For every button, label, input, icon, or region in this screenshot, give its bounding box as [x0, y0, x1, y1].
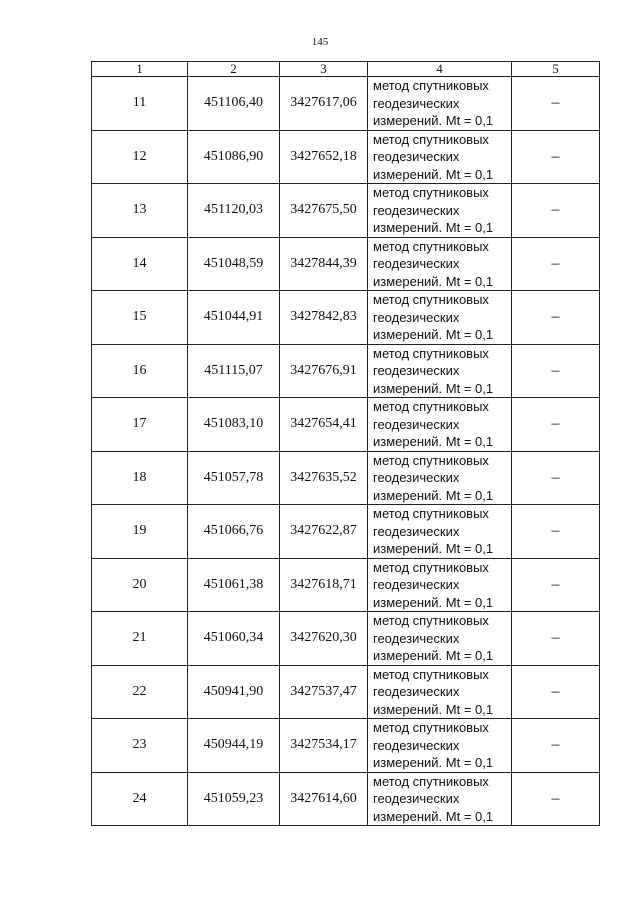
coordinate-y-cell: 3427652,18 [280, 130, 368, 184]
header-col-3: 3 [280, 62, 368, 77]
method-cell [368, 291, 512, 345]
method-line: измерений. Mt = 0,1 [373, 113, 494, 128]
table-row [92, 77, 600, 131]
method-line: метод спутниковых [373, 452, 489, 468]
table-row [92, 505, 600, 559]
coordinate-x-cell: 451061,38 [188, 558, 280, 612]
point-number-cell: 18 [92, 451, 188, 505]
method-line: геодезических [373, 202, 460, 218]
coordinate-y-cell: 3427617,06 [280, 77, 368, 131]
table-row [92, 772, 600, 826]
method-cell [368, 505, 512, 559]
method-line: измерений. Mt = 0,1 [373, 808, 494, 824]
coordinate-y-cell: 3427537,47 [280, 665, 368, 719]
coordinate-x-cell: 451044,91 [188, 291, 280, 345]
method-cell [368, 344, 512, 398]
table-row [92, 130, 600, 184]
coordinate-y-cell: 3427614,60 [280, 772, 368, 826]
coordinate-x-cell: 451086,90 [188, 130, 280, 184]
method-line: геодезических [373, 791, 460, 806]
method-cell [368, 237, 512, 291]
point-number-cell: 22 [92, 665, 188, 719]
note-cell: – [512, 612, 600, 666]
point-number-cell: 23 [92, 719, 188, 773]
table-body [92, 77, 600, 826]
method-cell [368, 130, 512, 184]
note-cell: – [512, 398, 600, 452]
method-cell [368, 451, 512, 505]
method-cell [368, 719, 512, 773]
coordinate-y-cell: 3427620,30 [280, 612, 368, 666]
method-line: метод спутниковых [373, 238, 489, 254]
header-row [92, 62, 600, 77]
method-line: измерений. Mt = 0,1 [373, 220, 494, 235]
method-line: геодезических [373, 630, 460, 646]
method-line: метод спутниковых [373, 559, 489, 575]
note-cell: – [512, 772, 600, 826]
method-line: измерений. Mt = 0,1 [373, 541, 494, 556]
point-number-cell: 19 [92, 505, 188, 559]
method-line: геодезических [373, 416, 460, 432]
note-cell: – [512, 665, 600, 719]
note-cell: – [512, 344, 600, 398]
table-header [92, 62, 600, 77]
method-line: метод спутниковых [373, 78, 489, 93]
point-number-cell: 11 [92, 77, 188, 131]
method-line: геодезических [373, 470, 460, 485]
method-line: геодезических [373, 309, 460, 325]
method-line: измерений. Mt = 0,1 [373, 434, 494, 449]
method-line: измерений. Mt = 0,1 [373, 380, 494, 396]
note-cell: – [512, 291, 600, 345]
table-row [92, 184, 600, 238]
page-number: 145 [311, 36, 329, 48]
point-number-cell: 21 [92, 612, 188, 666]
method-cell [368, 665, 512, 719]
table-row [92, 291, 600, 345]
coordinate-y-cell: 3427534,17 [280, 719, 368, 773]
method-line: метод спутниковых [373, 666, 489, 682]
coordinate-x-cell: 450941,90 [188, 665, 280, 719]
point-number-cell: 16 [92, 344, 188, 398]
method-line: геодезических [373, 95, 460, 111]
table-row [92, 612, 600, 666]
method-line: измерений. Mt = 0,1 [373, 273, 494, 289]
method-line: геодезических [373, 363, 460, 378]
method-line: метод спутниковых [373, 613, 489, 628]
method-line: измерений. Mt = 0,1 [373, 594, 494, 610]
coordinate-y-cell: 3427654,41 [280, 398, 368, 452]
method-line: геодезических [373, 149, 460, 164]
coordinate-x-cell: 451066,76 [188, 505, 280, 559]
coordinate-y-cell: 3427622,87 [280, 505, 368, 559]
coordinate-x-cell: 451120,03 [188, 184, 280, 238]
note-cell: – [512, 558, 600, 612]
coordinate-y-cell: 3427635,52 [280, 451, 368, 505]
header-col-2: 2 [188, 62, 280, 77]
method-line: метод спутниковых [373, 345, 489, 361]
point-number-cell: 17 [92, 398, 188, 452]
table-row [92, 665, 600, 719]
point-number-cell: 14 [92, 237, 188, 291]
point-number-cell: 13 [92, 184, 188, 238]
table-row [92, 451, 600, 505]
method-line: метод спутниковых [373, 399, 489, 414]
method-line: метод спутниковых [373, 131, 489, 147]
method-line: измерений. Mt = 0,1 [373, 327, 494, 342]
note-cell: – [512, 451, 600, 505]
table-row [92, 719, 600, 773]
coordinate-x-cell: 451057,78 [188, 451, 280, 505]
method-line: метод спутниковых [373, 506, 489, 521]
method-cell [368, 77, 512, 131]
method-cell [368, 772, 512, 826]
method-line: измерений. Mt = 0,1 [373, 166, 494, 182]
note-cell: – [512, 130, 600, 184]
point-number-cell: 12 [92, 130, 188, 184]
note-cell: – [512, 719, 600, 773]
method-line: геодезических [373, 523, 460, 539]
point-number-cell: 20 [92, 558, 188, 612]
point-number-cell: 15 [92, 291, 188, 345]
note-cell: – [512, 184, 600, 238]
header-col-1: 1 [92, 62, 188, 77]
note-cell: – [512, 505, 600, 559]
method-line: измерений. Mt = 0,1 [373, 487, 494, 503]
table-row [92, 398, 600, 452]
method-line: измерений. Mt = 0,1 [373, 701, 494, 717]
header-col-5: 5 [512, 62, 600, 77]
method-line: метод спутниковых [373, 720, 489, 735]
table-row [92, 344, 600, 398]
method-line: измерений. Mt = 0,1 [373, 648, 494, 663]
coordinate-y-cell: 3427842,83 [280, 291, 368, 345]
method-line: геодезических [373, 684, 460, 699]
table-row [92, 237, 600, 291]
method-line: геодезических [373, 577, 460, 592]
coordinate-x-cell: 451048,59 [188, 237, 280, 291]
coordinate-y-cell: 3427675,50 [280, 184, 368, 238]
coordinate-x-cell: 451106,40 [188, 77, 280, 131]
point-number-cell: 24 [92, 772, 188, 826]
method-cell [368, 612, 512, 666]
coordinate-x-cell: 451083,10 [188, 398, 280, 452]
method-cell [368, 558, 512, 612]
method-line: метод спутниковых [373, 773, 489, 789]
note-cell: – [512, 237, 600, 291]
coordinate-y-cell: 3427844,39 [280, 237, 368, 291]
method-line: измерений. Mt = 0,1 [373, 755, 494, 770]
method-cell [368, 398, 512, 452]
method-line: метод спутниковых [373, 185, 489, 200]
coordinate-x-cell: 451059,23 [188, 772, 280, 826]
method-line: геодезических [373, 737, 460, 753]
method-line: геодезических [373, 256, 460, 271]
table-row [92, 558, 600, 612]
coordinate-y-cell: 3427676,91 [280, 344, 368, 398]
note-cell: – [512, 77, 600, 131]
coordinate-x-cell: 451060,34 [188, 612, 280, 666]
coordinate-y-cell: 3427618,71 [280, 558, 368, 612]
coordinate-x-cell: 451115,07 [188, 344, 280, 398]
header-col-4: 4 [368, 62, 512, 77]
coordinate-x-cell: 450944,19 [188, 719, 280, 773]
coordinates-table [91, 61, 600, 826]
method-line: метод спутниковых [373, 292, 489, 307]
method-cell [368, 184, 512, 238]
